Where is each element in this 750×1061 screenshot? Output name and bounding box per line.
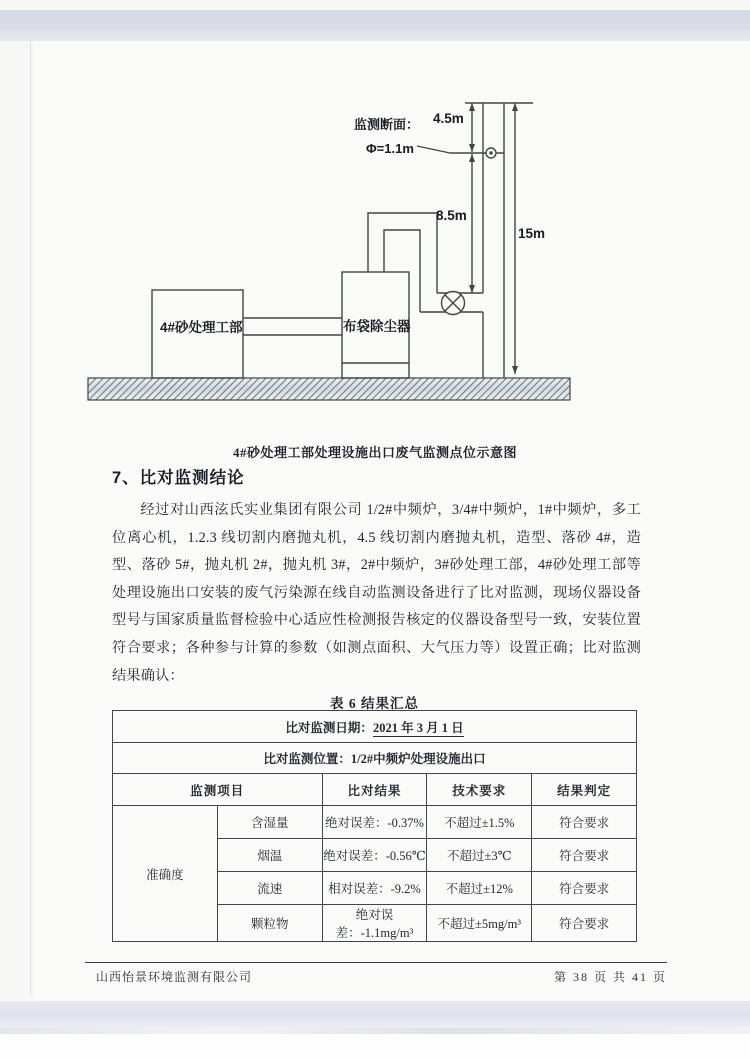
table-row	[113, 806, 637, 839]
header-requirement: 技术要求	[427, 774, 532, 806]
item-cell: 流速	[217, 872, 322, 905]
location-value: 比对监测位置：1/2#中频炉处理设施出口	[113, 743, 637, 774]
result-cell: 绝对误差：-0.37%	[322, 806, 427, 839]
results-table	[112, 710, 637, 942]
requirement-cell: 不超过±1.5%	[427, 806, 532, 839]
table-row-location	[113, 743, 637, 774]
footer-rule	[85, 962, 667, 963]
section-plane-label: 监测断面：	[354, 117, 420, 132]
date-label: 比对监测日期：	[285, 720, 373, 735]
scan-edge-white	[0, 1034, 750, 1061]
header-item: 监测项目	[113, 774, 323, 806]
scan-band-bottom	[0, 1001, 750, 1028]
dimension-lines	[472, 103, 515, 374]
item-cell: 烟温	[217, 839, 322, 872]
section-heading: 7、比对监测结论	[112, 469, 245, 487]
dim-15m-label: 15m	[518, 226, 546, 241]
judgement-cell: 符合要求	[532, 872, 637, 905]
scan-fold-line	[30, 40, 31, 995]
judgement-cell: 符合要求	[532, 806, 637, 839]
result-cell: 绝对误差：-0.56℃	[322, 839, 427, 872]
diameter-label: Φ=1.1m	[366, 141, 414, 156]
monitoring-port-icon	[486, 148, 496, 158]
item-cell: 颗粒物	[217, 905, 322, 942]
scan-band-top	[0, 10, 750, 41]
header-judgement: 结果判定	[532, 774, 637, 806]
date-value: 2021 年 3 月 1 日	[372, 720, 464, 735]
table-header-row	[113, 774, 637, 806]
item-cell: 含湿量	[217, 806, 322, 839]
dim-8-5m-label: 8.5m	[436, 208, 467, 223]
requirement-cell: 不超过±3℃	[427, 839, 532, 872]
sand-treatment-label: 4#砂处理工部	[160, 320, 243, 335]
dimension-arrows	[469, 103, 518, 374]
category-cell: 准确度	[113, 806, 218, 942]
judgement-cell: 符合要求	[532, 839, 637, 872]
table-title: 表 6 结果汇总	[330, 696, 419, 711]
result-cell: 相对误差：-9.2%	[322, 872, 427, 905]
dim-4-5m-label: 4.5m	[433, 111, 464, 126]
monitoring-point-diagram	[80, 92, 580, 410]
requirement-cell: 不超过±12%	[427, 872, 532, 905]
conclusion-paragraph: 经过对山西泫氏实业集团有限公司 1/2#中频炉，3/4#中频炉，1#中频炉，多工位离心机，1.2.3 线切割内磨抛丸机，4.5 线切割内磨抛丸机，造型、落砂 4#，造型、落砂 5#，抛丸机 2#，抛丸机 3#，2#中频炉，3#砂处理工部，4#砂处理工部等处理设施出口安装的废气污染源在线自动监测设备进行了比对监测，现场仪器设备型号与国家质量监督检验中心适应性检测报告核定的仪器设备型号一致，安装位置符合要求；各种参与计算的参数（如测点面积、大气压力等）设置正确；比对监测结果确认：	[112, 502, 641, 684]
riser-duct	[368, 213, 483, 312]
bag-filter-label: 布袋除尘器	[343, 319, 411, 334]
ground-hatch	[88, 378, 570, 400]
footer-page-number: 第 38 页 共 41 页	[553, 970, 667, 984]
requirement-cell: 不超过±5mg/m³	[427, 905, 532, 942]
table-row-date	[113, 711, 637, 743]
footer	[85, 968, 667, 984]
footer-company: 山西怡景环境监测有限公司	[96, 970, 253, 984]
result-cell: 绝对误差：-1.1mg/m³	[322, 905, 427, 942]
diagram-caption: 4#砂处理工部处理设施出口废气监测点位示意图	[232, 445, 517, 460]
judgement-cell: 符合要求	[532, 905, 637, 942]
fan-icon	[442, 292, 465, 315]
interbox-duct	[243, 318, 342, 335]
header-result: 比对结果	[322, 774, 427, 806]
